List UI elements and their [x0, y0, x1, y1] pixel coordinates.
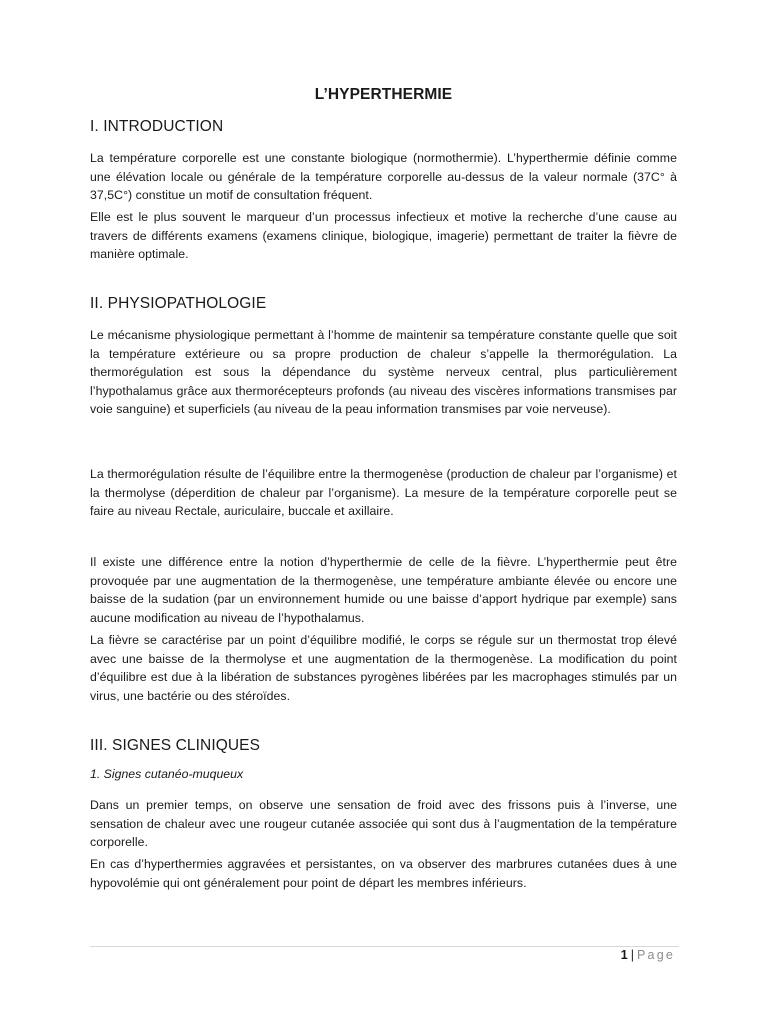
document-title: L’HYPERTHERMIE — [314, 86, 453, 103]
page-footer — [621, 948, 675, 962]
paragraph: Dans un premier temps, on observe une sensation de froid avec des frissons puis à l’inverse, une sensation de chaleur avec une rougeur cutanée associée qui sont dus à l’augmentation de la température corporelle. — [90, 798, 677, 850]
section-heading-signes-cliniques: III. SIGNES CLINIQUES — [90, 737, 261, 754]
page-number: 1 — [620, 948, 628, 962]
footer-separator: | — [630, 948, 634, 962]
paragraph: En cas d’hyperthermies aggravées et persistantes, on va observer des marbrures cutanées dues à une hypovolémie qui ont généralement pour point de départ les membres inférieurs. — [90, 857, 677, 890]
section-heading-introduction: I. INTRODUCTION — [90, 118, 224, 135]
paragraph: Elle est le plus souvent le marqueur d’un processus infectieux et motive la recherche d’une cause au travers de différents examens (examens clinique, biologique, imagerie) permettant de traiter la fièvre de manière optimale. — [90, 210, 677, 262]
section-heading-physiopathologie: II. PHYSIOPATHOLOGIE — [90, 295, 267, 312]
document-page — [90, 0, 677, 1024]
paragraph: La thermorégulation résulte de l’équilibre entre la thermogenèse (production de chaleur par l’organisme) et la thermolyse (déperdition de chaleur par l’organisme). La mesure de la température corporelle peut se faire au niveau Rectale, auriculaire, buccale et axillaire. — [90, 467, 677, 519]
subheading-signes-cutaneo-muqueux: 1. Signes cutanéo-muqueux — [90, 767, 244, 781]
paragraph: La température corporelle est une constante biologique (normothermie). L’hyperthermie définie comme une élévation locale ou générale de la température corporelle au-dessus de la valeur normale (37C° à 37,5C°) constitue un motif de consultation fréquent. — [90, 151, 677, 203]
paragraph: Le mécanisme physiologique permettant à l’homme de maintenir sa température constante quelle que soit la température extérieure ou sa propre production de chaleur s’appelle la thermorégulation. La thermorégulation est sous la dépendance du système nerveux central, plus particulièrement l’hypothalamus grâce aux thermorécepteurs profonds (au niveau des viscères informations transmises par voie sanguine) et superficiels (au niveau de la peau information transmises par voie nerveuse). — [90, 328, 677, 417]
paragraph: Il existe une différence entre la notion d’hyperthermie de celle de la fièvre. L’hyperthermie peut être provoquée par une augmentation de la thermogenèse, une température ambiante élevée ou encore une baisse de la sudation (par un environnement humide ou une baisse d’apport hydrique par exemple) sans aucune modification au niveau de l’hypothalamus. — [90, 555, 677, 625]
page-label: Page — [637, 948, 675, 962]
paragraph: La fièvre se caractérise par un point d’équilibre modifié, le corps se régule sur un thermostat trop élevé avec une baisse de la thermolyse et une augmentation de la thermogenèse. La modification du point d’équilibre est due à la libération de substances pyrogènes libérées par les macrophages stimulés par un virus, une bactérie ou des stéroïdes. — [90, 633, 677, 703]
footer-divider — [90, 946, 679, 947]
